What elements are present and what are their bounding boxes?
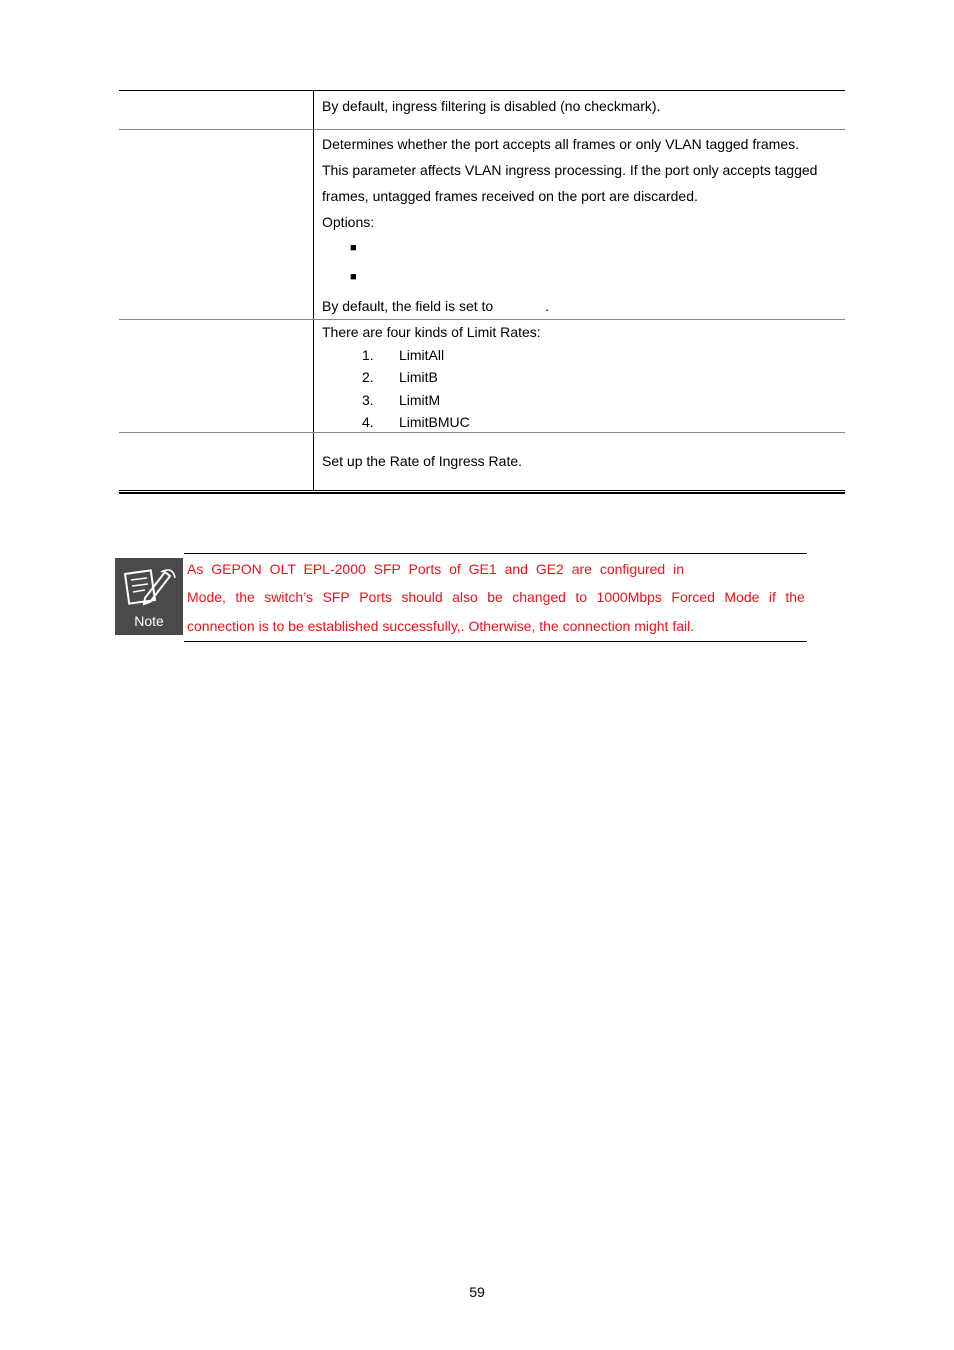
options-label: Options: [322,214,375,230]
option-item [322,235,845,264]
note-word: Mode, [187,589,226,605]
row-label [119,433,314,490]
row-description [314,433,845,490]
limit-intro: There are four kinds of Limit Rates: [322,324,541,340]
table-bottom-rule [119,490,845,494]
note-line: connection is to be established successfully,. Otherwise, the connection might fail. [187,618,695,634]
square-bullet-icon: ■ [350,242,357,254]
note-word: Ports [359,589,392,605]
list-number: 3. [362,391,374,408]
note-label: Note [134,613,164,629]
note-word: the [785,589,805,605]
description-line: Determines whether the port accepts all frames or only VLAN tagged frames. [322,136,799,152]
note-word: the [235,589,255,605]
note-word: changed [512,589,566,605]
option-item [322,264,845,293]
table-row [119,433,845,490]
row-description [314,320,845,432]
list-number: 1. [362,346,374,363]
list-item [322,411,845,434]
row-description [314,91,845,129]
note-word: 1000Mbps [596,589,662,605]
list-text: LimitM [399,391,441,408]
note-line [187,589,805,605]
page-number: 59 [469,1284,485,1300]
default-text: By default, the field is set to [322,298,494,314]
list-text: LimitAll [399,346,445,363]
parameter-table [119,90,845,490]
list-text: LimitB [399,369,438,385]
note-word: also [452,589,478,605]
note-word: if [768,589,776,605]
note-word: SFP [322,589,350,605]
square-bullet-icon: ■ [350,271,357,283]
row-label [119,130,314,319]
list-number: 4. [362,414,374,430]
note-word: Forced [671,589,715,605]
note-word: to [575,589,588,605]
note-icon [115,558,183,635]
description-line: This parameter affects VLAN ingress processing. If the port only accepts tagged [322,162,818,178]
list-item [322,389,845,412]
description-line: Set up the Rate of Ingress Rate. [322,453,523,469]
row-label [119,320,314,432]
note-line: As GEPON OLT EPL-2000 SFP Ports of GE1 and GE2 are configured in [187,561,685,577]
table-row [119,320,845,433]
table-row [119,130,845,320]
default-end: . [545,298,549,314]
table-row [119,91,845,130]
note-word: be [487,589,503,605]
default-line [322,293,845,319]
note-word: should [401,589,443,605]
list-number: 2. [362,369,374,385]
description-line: By default, ingress filtering is disabled (no checkmark). [322,98,661,114]
row-description [314,130,845,319]
note-word: Mode [724,589,760,605]
note-word: switch’s [264,589,314,605]
note-box [184,553,807,642]
notepad-pen-icon [115,558,183,614]
list-item [322,366,845,389]
list-text: LimitBMUC [399,414,470,430]
description-line: frames, untagged frames received on the port are discarded. [322,188,698,204]
list-item [322,344,845,367]
row-label [119,91,314,129]
